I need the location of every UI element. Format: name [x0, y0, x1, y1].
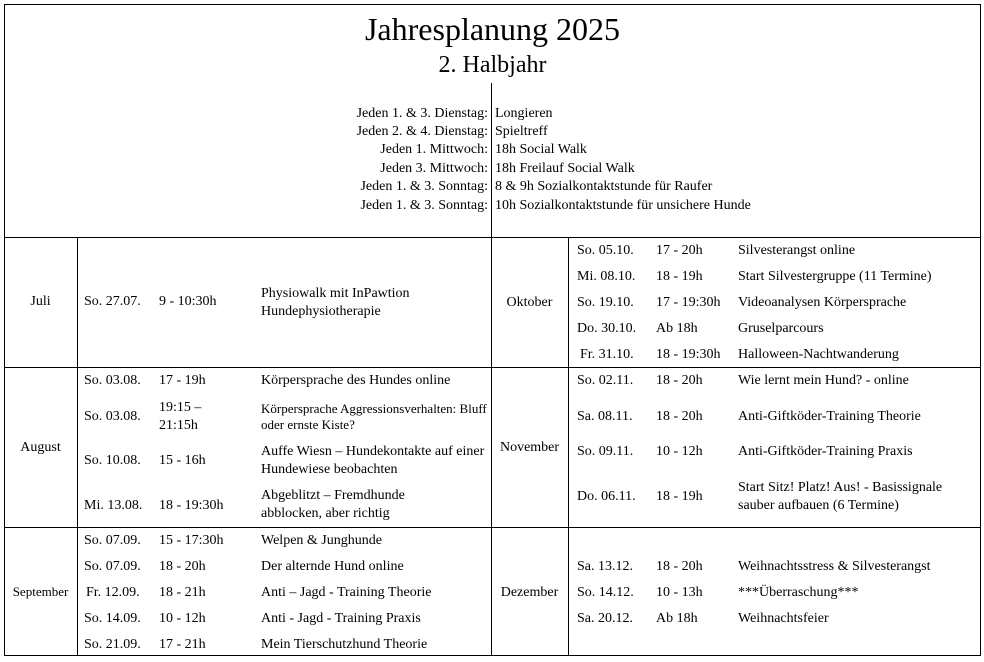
- event-time: 17 - 20h: [656, 243, 703, 258]
- recurring-when: Jeden 1. & 3. Sonntag:: [360, 198, 488, 213]
- event-date: Sa. 08.11.: [577, 409, 633, 424]
- event-time: 18 - 19:30h: [159, 498, 224, 513]
- event-date: Do. 30.10.: [577, 321, 637, 336]
- event-time: 10 - 12h: [159, 611, 206, 626]
- month-label-dezember: Dezember: [500, 585, 559, 600]
- event-time: 18 - 21h: [159, 585, 206, 600]
- event-date: So. 19.10.: [577, 295, 634, 310]
- event-title: Start Silvestergruppe (11 Termine): [738, 269, 932, 284]
- event-date: So. 09.11.: [577, 444, 634, 459]
- event-title: Weihnachtsfeier: [738, 611, 829, 626]
- page-subtitle: 2. Halbjahr: [438, 52, 547, 78]
- event-time: 17 - 21h: [159, 637, 206, 652]
- event-title: Videoanalysen Körpersprache: [738, 295, 907, 310]
- row-divider-2: [4, 527, 981, 528]
- event-date: So. 21.09.: [84, 637, 141, 652]
- recurring-what: 10h Sozialkontaktstunde für unsichere Hunde: [495, 198, 751, 213]
- event-title: Anti-Giftköder-Training Theorie: [738, 409, 921, 424]
- month-label-oktober: Oktober: [506, 295, 553, 310]
- event-title: Anti-Giftköder-Training Praxis: [738, 444, 913, 459]
- header-divider: [4, 237, 981, 238]
- event-time: 18 - 19h: [656, 489, 703, 504]
- right-month-divider: [568, 237, 569, 656]
- recurring-what: Spieltreff: [495, 124, 548, 139]
- event-title: Welpen & Junghunde: [261, 533, 382, 548]
- event-date: So. 07.09.: [84, 559, 141, 574]
- row-divider-1: [4, 367, 981, 368]
- event-date: So. 27.07.: [84, 294, 141, 309]
- event-date: So. 07.09.: [84, 533, 141, 548]
- event-title: Abgeblitzt – Fremdhunde abblocken, aber richtig: [261, 488, 405, 521]
- left-month-divider: [77, 237, 78, 656]
- recurring-when: Jeden 1. Mittwoch:: [380, 142, 488, 157]
- event-title: ***Überraschung***: [738, 585, 859, 600]
- event-title: Gruselparcours: [738, 321, 824, 336]
- event-date: Mi. 08.10.: [577, 269, 636, 284]
- event-time: Ab 18h: [656, 611, 698, 626]
- recurring-what: Longieren: [495, 106, 553, 121]
- recurring-what: 18h Social Walk: [495, 142, 587, 157]
- event-date: Mi. 13.08.: [84, 498, 143, 513]
- event-title: Anti - Jagd - Training Praxis: [261, 611, 421, 626]
- event-date: So. 10.08.: [84, 453, 141, 468]
- event-title: Start Sitz! Platz! Aus! - Basissignale sauber aufbauen (6 Termine): [738, 480, 943, 513]
- recurring-what: 8 & 9h Sozialkontaktstunde für Raufer: [495, 179, 713, 194]
- event-date: So. 02.11.: [577, 373, 634, 388]
- recurring-what: 18h Freilauf Social Walk: [495, 161, 635, 176]
- event-date: Do. 06.11.: [577, 489, 636, 504]
- event-time: 18 - 20h: [656, 409, 703, 424]
- event-title: Anti – Jagd - Training Theorie: [261, 585, 432, 600]
- event-time: 15 - 16h: [159, 453, 206, 468]
- month-label-september: September: [12, 584, 69, 599]
- event-title: Körpersprache des Hundes online: [261, 373, 451, 388]
- event-time: 18 - 19:30h: [656, 347, 721, 362]
- event-title: Wie lernt mein Hund? - online: [738, 373, 909, 388]
- event-date: Fr. 12.09.: [86, 585, 140, 600]
- event-date: Sa. 13.12.: [577, 559, 633, 574]
- event-time: 18 - 20h: [656, 373, 703, 388]
- event-date: So. 14.09.: [84, 611, 141, 626]
- event-title: Auffe Wiesn – Hundekontakte auf einer Hundewiese beobachten: [261, 444, 485, 477]
- page-title: Jahresplanung 2025: [364, 11, 621, 47]
- event-date: So. 05.10.: [577, 243, 634, 258]
- event-time: 17 - 19:30h: [656, 295, 721, 310]
- event-date: So. 03.08.: [84, 409, 141, 424]
- recurring-divider: [491, 83, 492, 237]
- event-title: Körpersprache Aggressionsverhalten: Bluff oder ernste Kiste?: [261, 401, 487, 432]
- event-time: 10 - 13h: [656, 585, 703, 600]
- event-time: 10 - 12h: [656, 444, 703, 459]
- event-date: Fr. 31.10.: [580, 347, 634, 362]
- event-title: Silvesterangst online: [738, 243, 856, 258]
- event-time: 18 - 20h: [159, 559, 206, 574]
- event-time: 9 - 10:30h: [159, 294, 217, 309]
- month-label-juli: Juli: [30, 294, 51, 309]
- recurring-when: Jeden 3. Mittwoch:: [380, 161, 488, 176]
- event-time: 18 - 19h: [656, 269, 703, 284]
- event-time: 19:15 – 21:15h: [159, 400, 202, 433]
- event-date: Sa. 20.12.: [577, 611, 633, 626]
- month-label-november: November: [499, 440, 560, 455]
- event-title: Der alternde Hund online: [261, 559, 404, 574]
- event-time: Ab 18h: [656, 321, 698, 336]
- event-title: Physiowalk mit InPawtion Hundephysiotherapie: [261, 286, 410, 319]
- event-date: So. 14.12.: [577, 585, 634, 600]
- event-time: 17 - 19h: [159, 373, 206, 388]
- event-title: Weihnachtsstress & Silvesterangst: [738, 559, 931, 574]
- event-time: 15 - 17:30h: [159, 533, 224, 548]
- event-time: 18 - 20h: [656, 559, 703, 574]
- event-title: Halloween-Nachtwanderung: [738, 347, 899, 362]
- event-title: Mein Tierschutzhund Theorie: [261, 637, 428, 652]
- recurring-when: Jeden 2. & 4. Dienstag:: [356, 124, 488, 139]
- recurring-when: Jeden 1. & 3. Dienstag:: [356, 106, 488, 121]
- month-label-august: August: [20, 440, 61, 455]
- event-date: So. 03.08.: [84, 373, 141, 388]
- recurring-when: Jeden 1. & 3. Sonntag:: [360, 179, 488, 194]
